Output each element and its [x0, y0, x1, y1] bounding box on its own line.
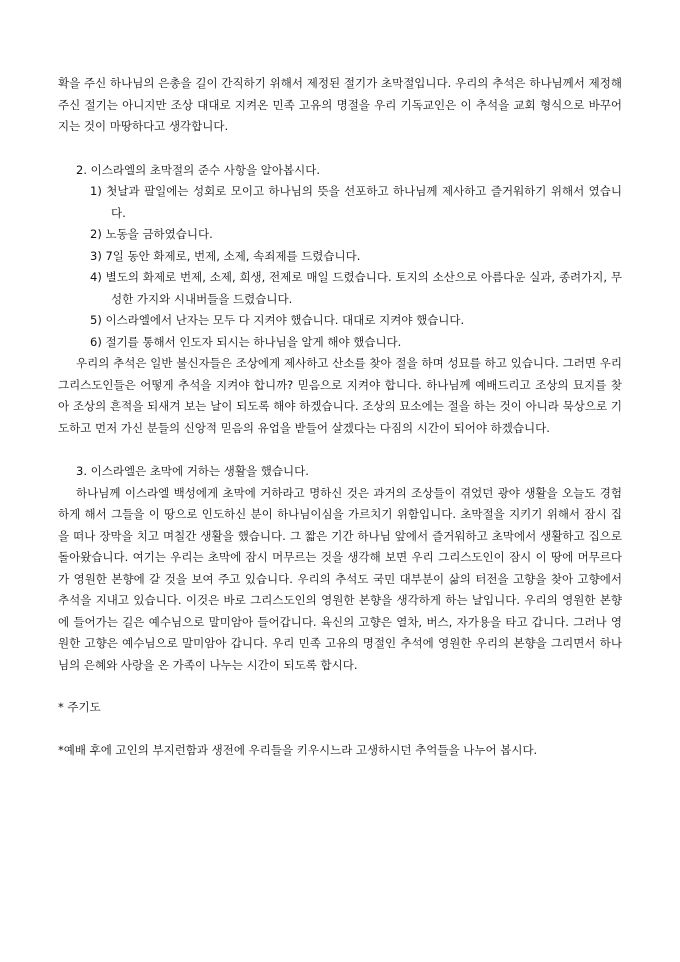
- spacer: [58, 719, 622, 740]
- section-3-heading: 3. 이스라엘은 초막에 거하는 생활을 했습니다.: [76, 464, 309, 478]
- section-2-heading: 2. 이스라엘의 초막절의 준수 사항을 알아봅시다.: [76, 162, 320, 177]
- section-2-paragraph: 우리의 추석은 일반 불신자들은 조상에게 제사하고 산소를 찾아 절을 하며 성묘를 하고 있습니다. 그러면 우리 그리스도인들은 어떻게 추석을 지켜야 합니까? 믿음으로 지켜야 합니다. 하나님께 예배드리고 조상의 묘지를 찾아 조상의 흔적을 되새겨 보는 날이 되도록 해야 하겠습니다. 조상의 묘소에는 절을 하는 것이 아니라 묵상으로 기도하고 먼저 가신 분들의 신앙적 믿음의 유업을 받들어 살겠다는 다짐의 시간이 되어야 하겠습니다.: [58, 356, 622, 435]
- list-item: 5) 이스라엘에서 난자는 모두 다 지켜야 했습니다. 대대로 지켜야 했습니다.: [90, 313, 465, 327]
- prayer-heading: * 주기도: [58, 700, 101, 714]
- closing-note: *예배 후에 고인의 부지런함과 생전에 우리들을 키우시느라 고생하시던 추억들을 나누어 봅시다.: [58, 742, 538, 757]
- list-item: 6) 절기를 통해서 인도자 되시는 하나님을 알게 해야 했습니다.: [90, 334, 402, 349]
- intro-paragraph: 확을 주신 하나님의 은총을 길이 간직하기 위해서 제정된 절기가 초막절입니다. 우리의 추석은 하나님께서 제정해 주신 절기는 아니지만 조상 대대로 지켜온 민족 고유의 명절을 우리 기독교인은 이 추석을 교회 형식으로 바꾸어지는 것이 마땅하다고 생각합니다.: [58, 76, 622, 133]
- list-item: 3) 7일 동안 화제로, 번제, 소제, 속죄제를 드렸습니다.: [90, 248, 361, 263]
- section-3-paragraph: 하나님께 이스라엘 백성에게 초막에 거하라고 명하신 것은 과거의 조상들이 겪었던 광야 생활을 오늘도 경험하게 해서 그들을 이 땅으로 인도하신 분이 하나님이심을 가르치기 위함입니다. 초막절을 지키기 위해서 잠시 집을 떠나 장막을 치고 며칠간 생활을 했습니다. 그 짧은 기간 하나님 앞에서 즐거워하고 초막에서 생활하고 집으로 돌아왔습니다. 여기는 우리는 초막에 잠시 머무르는 것을 생각해 보면 우리 그리스도인이 잠시 이 땅에 머무르다가 영원한 본향에 갈 것을 보여 주고 있습니다. 우리의 추석도 국민 대부분이 삶의 터전을 고향을 찾아 고향에서 추석을 지내고 있습니다. 이것은 바로 그리스도인의 영원한 본향을 생각하게 하는 날입니다. 우리의 영원한 본향에 들어가는 길은 예수님으로 말미암아 들어갑니다. 육신의 고향은 열차, 버스, 자가용을 타고 갑니다. 그러나 영원한 고향은 예수님으로 말미암아 갑니다. 우리 민족 고유의 명절인 추석에 영원한 우리의 본향을 그리면서 하나님의 은혜와 사랑을 온 가족이 나누는 시간이 되도록 합시다.: [58, 485, 622, 672]
- spacer: [58, 439, 622, 461]
- list-item: 1) 첫날과 팔일에는 성회로 모이고 하나님의 뜻을 선포하고 하나님께 제사하고 즐거워하기 위해서 였습니다.: [90, 184, 622, 220]
- observance-list: [58, 181, 622, 353]
- spacer: [58, 676, 622, 697]
- list-item: 4) 별도의 화제로 번제, 소제, 희생, 전제로 매일 드렸습니다. 토지의 소산으로 아름다운 실과, 종려가지, 무성한 가지와 시내버들을 드렸습니다.: [90, 270, 622, 306]
- list-item: 2) 노동을 금하였습니다.: [90, 227, 213, 241]
- spacer: [58, 138, 622, 160]
